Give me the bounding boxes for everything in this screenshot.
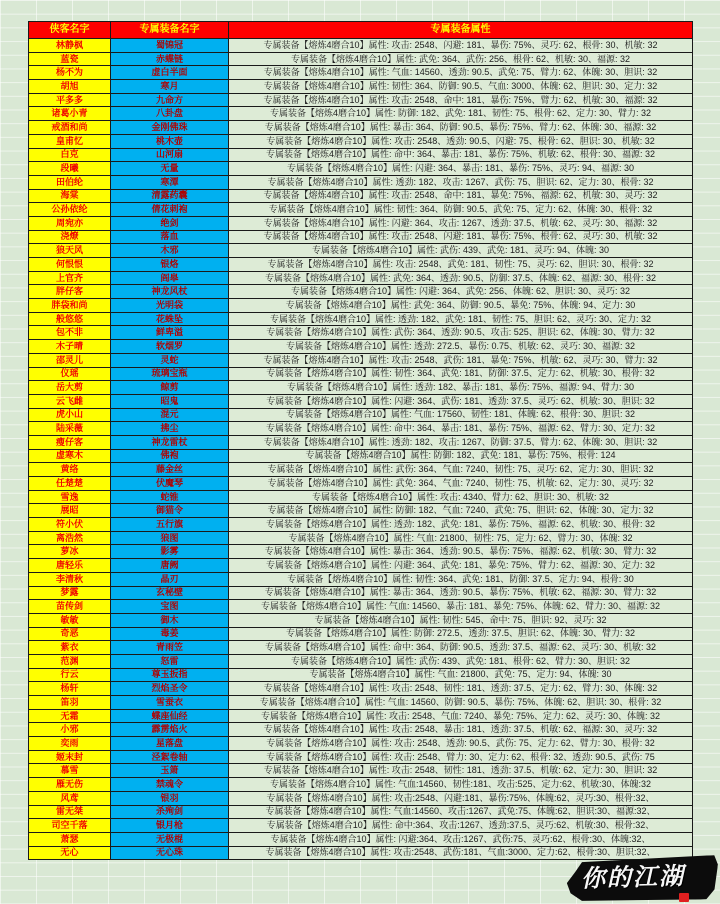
table-row [29, 107, 693, 121]
equip-attrs-cell[interactable]: 专属装备【熔炼4磨合10】属性: 攻击: 2548、韧性: 181、透劲: 37.5、机敏: 62、定力: 30、胆识: 32 [229, 764, 693, 778]
equip-name-cell[interactable]: 青雨笠 [111, 641, 229, 655]
table-row [29, 271, 693, 285]
hero-name-cell[interactable]: 木子晴 [29, 340, 111, 354]
table-row [29, 134, 693, 148]
table-row [29, 819, 693, 833]
equip-attrs-cell[interactable]: 专属装备【熔炼4磨合10】属性: 气血: 21800、韧性: 75、定力: 62、臂力: 30、体魄: 32 [229, 531, 693, 545]
equip-attrs-cell[interactable]: 专属装备【熔炼4磨合10】属性: 气血: 14560、暴击: 181、暴免: 75%、体魄: 62、臂力: 30、福源: 32 [229, 600, 693, 614]
equip-name-cell[interactable]: 九命方 [111, 93, 229, 107]
hero-name-cell[interactable]: 邵灵儿 [29, 353, 111, 367]
equip-name-cell[interactable]: 泾絮卷轴 [111, 750, 229, 764]
equip-attrs-cell[interactable]: 专属装备【熔炼4磨合10】属性: 气血:14560、攻击:1267、武免:75、体魄:62、胆识:30、福源:32、 [229, 805, 693, 819]
equip-name-cell[interactable]: 星落盘 [111, 737, 229, 751]
equip-name-cell[interactable]: 银月枪 [111, 819, 229, 833]
equip-name-cell[interactable]: 玉箫 [111, 764, 229, 778]
hero-name-cell[interactable]: 胡旭 [29, 80, 111, 94]
hero-name-cell[interactable]: 苗传剑 [29, 600, 111, 614]
hero-name-cell[interactable]: 云飞雌 [29, 394, 111, 408]
equip-attrs-cell[interactable]: 专属装备【熔炼4磨合10】属性: 武伤: 364、气血: 7240、韧性: 75、灵巧: 62、定力: 30、胆识: 32 [229, 463, 693, 477]
table-row [29, 723, 693, 737]
equip-attrs-cell[interactable]: 专属装备【熔炼4磨合10】属性: 攻击: 2548、臂力: 30、定力: 62、根骨: 32、透劲: 90.5、武伤: 75 [229, 750, 693, 764]
equip-attrs-cell[interactable]: 专属装备【熔炼4磨合10】属性: 透劲: 182、武免: 181、暴伤: 75%、福源: 62、机敏: 30、根骨: 32 [229, 518, 693, 532]
equip-attrs-cell[interactable]: 专属装备【熔炼4磨合10】属性: 武伤: 364、透劲: 90.5、攻击: 525、胆识: 62、体魄: 30、臂力: 32 [229, 326, 693, 340]
table-row [29, 299, 693, 313]
equip-attrs-cell[interactable]: 专属装备【熔炼4磨合10】属性: 攻击: 4340、臂力: 62、胆识: 30、机敏: 32 [229, 490, 693, 504]
equip-name-cell[interactable]: 玄秘壁 [111, 586, 229, 600]
header-equip-name[interactable]: 专属装备名字 [111, 22, 229, 39]
equip-name-cell[interactable]: 狼图 [111, 531, 229, 545]
equip-name-cell[interactable]: 阎皋 [111, 271, 229, 285]
equip-attrs-cell[interactable]: 专属装备【熔炼4磨合10】属性: 韧性: 545、命中: 75、胆识: 92、灵巧: 32 [229, 613, 693, 627]
equip-attrs-cell[interactable]: 专属装备【熔炼4磨合10】属性: 武伤: 439、武免: 181、根骨: 62、臂力: 30、胆识: 32 [229, 654, 693, 668]
hero-equipment-table [28, 21, 693, 860]
hero-name-cell[interactable]: 萝冰 [29, 545, 111, 559]
table-row [29, 340, 693, 354]
table-row [29, 559, 693, 573]
table-row [29, 394, 693, 408]
hero-name-cell[interactable]: 杨不为 [29, 66, 111, 80]
equip-name-cell[interactable]: 宝图 [111, 600, 229, 614]
table-row [29, 477, 693, 491]
table-row [29, 367, 693, 381]
equip-name-cell[interactable]: 尊玉扳指 [111, 668, 229, 682]
equip-name-cell[interactable]: 琉璃宝瓶 [111, 367, 229, 381]
table-row [29, 463, 693, 477]
hero-name-cell[interactable]: 胖仔客 [29, 285, 111, 299]
hero-name-cell[interactable]: 段曦 [29, 162, 111, 176]
hero-name-cell[interactable]: 海棠 [29, 189, 111, 203]
equip-attrs-cell[interactable]: 专属装备【熔炼4磨合10】属性: 气血:14560、韧性:181、攻击:525、定力:62、机敏:30、体魄:32 [229, 778, 693, 792]
table-row [29, 641, 693, 655]
equip-name-cell[interactable]: 软烟罗 [111, 340, 229, 354]
equip-attrs-cell[interactable]: 专属装备【熔炼4磨合10】属性: 命中: 364、暴击: 181、暴伤: 75%、福源: 62、臂力: 30、定力: 32 [229, 422, 693, 436]
equip-name-cell[interactable]: 山河扇 [111, 148, 229, 162]
table-row [29, 66, 693, 80]
table-row [29, 613, 693, 627]
equip-name-cell[interactable]: 霹雳焰火 [111, 723, 229, 737]
equip-attrs-cell[interactable]: 专属装备【熔炼4磨合10】属性: 韧性: 364、武免: 181、防御: 37.5、定力: 94、根骨: 30 [229, 572, 693, 586]
table-row [29, 258, 693, 272]
hero-name-cell[interactable]: 上官齐 [29, 271, 111, 285]
equip-attrs-cell[interactable]: 专属装备【熔炼4磨合10】属性: 暴击: 364、防御: 90.5、暴伤: 75%、臂力: 62、体魄: 30、福源: 32 [229, 121, 693, 135]
equip-attrs-cell[interactable]: 专属装备【熔炼4磨合10】属性: 闪避: 364、武免: 181、暴免: 75%、臂力: 62、福源: 30、定力: 32 [229, 559, 693, 573]
table-row [29, 668, 693, 682]
table-row [29, 312, 693, 326]
equip-name-cell[interactable]: 杀殉剑 [111, 805, 229, 819]
hero-name-cell[interactable]: 虚寒木 [29, 449, 111, 463]
table-row [29, 791, 693, 805]
hero-name-cell[interactable]: 黄络 [29, 463, 111, 477]
equip-attrs-cell[interactable]: 专属装备【熔炼4磨合10】属性: 透劲: 182、攻击: 1267、武伤: 75、胆识: 62、定力: 30、根骨: 32 [229, 175, 693, 189]
logo-title: 你的江湖 [580, 862, 686, 893]
table-row [29, 737, 693, 751]
equip-attrs-cell[interactable]: 专属装备【熔炼4磨合10】属性: 武免: 364、气血: 7240、韧性: 75、机敏: 62、定力: 30、灵巧: 32 [229, 477, 693, 491]
table-row [29, 39, 693, 53]
hero-name-cell[interactable]: 陆采薇 [29, 422, 111, 436]
hero-name-cell[interactable]: 奕雨 [29, 737, 111, 751]
table-row [29, 490, 693, 504]
table-header-row [29, 22, 693, 39]
table-row [29, 175, 693, 189]
header-hero-name[interactable]: 侠客名字 [29, 22, 111, 39]
equip-name-cell[interactable]: 拂尘 [111, 422, 229, 436]
table-row [29, 381, 693, 395]
table-row [29, 654, 693, 668]
equip-attrs-cell[interactable]: 专属装备【熔炼4磨合10】属性: 武伤: 439、武免: 181、灵巧: 94、体魄: 30 [229, 244, 693, 258]
equip-name-cell[interactable]: 灵蛇 [111, 353, 229, 367]
equip-attrs-cell[interactable]: 专属装备【熔炼4磨合10】属性: 闪避: 364、攻击: 1267、透劲: 37.5、机敏: 62、灵巧: 30、福源: 32 [229, 216, 693, 230]
hero-name-cell[interactable]: 平多多 [29, 93, 111, 107]
hero-name-cell[interactable]: 田伯纶 [29, 175, 111, 189]
equip-attrs-cell[interactable]: 专属装备【熔炼4磨合10】属性: 闪避: 364、暴击: 181、暴伤: 75%、灵巧: 94、福源: 30 [229, 162, 693, 176]
equip-name-cell[interactable]: 蛇锥 [111, 490, 229, 504]
hero-name-cell[interactable]: 岳大剪 [29, 381, 111, 395]
table-row [29, 285, 693, 299]
equip-name-cell[interactable]: 赤蝶链 [111, 52, 229, 66]
hero-name-cell[interactable]: 蓝瓷 [29, 52, 111, 66]
table-row [29, 504, 693, 518]
equip-attrs-cell[interactable]: 专属装备【熔炼4磨合10】属性: 韧性: 364、防御: 90.5、武免: 75、定力: 62、体魄: 30、根骨: 32 [229, 203, 693, 217]
equip-name-cell[interactable]: 御木 [111, 613, 229, 627]
equip-name-cell[interactable]: 毒姜 [111, 627, 229, 641]
game-logo [567, 857, 717, 901]
hero-name-cell[interactable]: 敏敏 [29, 613, 111, 627]
hero-name-cell[interactable]: 诸葛小青 [29, 107, 111, 121]
equip-table-body [29, 39, 693, 860]
table-row [29, 148, 693, 162]
hero-name-cell[interactable]: 小邪 [29, 723, 111, 737]
table-row [29, 408, 693, 422]
equip-name-cell[interactable]: 无量 [111, 162, 229, 176]
table-row [29, 531, 693, 545]
equip-attrs-cell[interactable]: 专属装备【熔炼4磨合10】属性: 攻击: 2548、气血: 7240、暴免: 75%、定力: 62、灵巧: 30、体魄: 32 [229, 709, 693, 723]
hero-name-cell[interactable]: 周宛亦 [29, 216, 111, 230]
header-equip-attrs[interactable]: 专属装备属性 [229, 22, 693, 39]
hero-name-cell[interactable]: 任楚楚 [29, 477, 111, 491]
equip-attrs-cell[interactable]: 专属装备【熔炼4磨合10】属性: 攻击: 2548、命中: 181、暴伤: 75%、臂力: 62、机敏: 30、福源: 32 [229, 93, 693, 107]
equip-attrs-cell[interactable]: 专属装备【熔炼4磨合10】属性: 气血: 14560、防御: 90.5、暴伤: 75%、体魄: 62、胆识: 30、根骨: 32 [229, 696, 693, 710]
equip-attrs-cell[interactable]: 专属装备【熔炼4磨合10】属性: 气血: 14560、透劲: 90.5、武免: 75、臂力: 62、体魄: 30、胆识: 32 [229, 66, 693, 80]
hero-name-cell[interactable]: 林静枫 [29, 39, 111, 53]
equip-name-cell[interactable]: 蜀锦冠 [111, 39, 229, 53]
equip-name-cell[interactable]: 神龙雷杖 [111, 435, 229, 449]
equip-attrs-cell[interactable]: 专属装备【熔炼4磨合10】属性: 命中:364、攻击:1267、透劲:37.5、灵巧:62、机敏:30、根骨:32、 [229, 819, 693, 833]
equip-attrs-cell[interactable]: 专属装备【熔炼4磨合10】属性: 攻击: 2548、武伤: 181、暴免: 75%、机敏: 62、灵巧: 30、臂力: 32 [229, 353, 693, 367]
table-row [29, 572, 693, 586]
equip-attrs-cell[interactable]: 专属装备【熔炼4磨合10】属性: 攻击: 2548、透劲: 90.5、闪避: 75、根骨: 62、胆识: 30、机敏: 32 [229, 134, 693, 148]
hero-name-cell[interactable]: 戒酒和尚 [29, 121, 111, 135]
equip-attrs-cell[interactable]: 专属装备【熔炼4磨合10】属性: 闪避: 364、武免: 256、体魄: 62、胆识: 30、灵巧: 32 [229, 285, 693, 299]
equip-attrs-cell[interactable]: 专属装备【熔炼4磨合10】属性: 武免: 364、武伤: 256、根骨: 62、机敏: 30、福源: 32 [229, 52, 693, 66]
equip-name-cell[interactable]: 金刚佛珠 [111, 121, 229, 135]
equip-name-cell[interactable]: 禁魂令 [111, 778, 229, 792]
table-row [29, 216, 693, 230]
equip-name-cell[interactable]: 八卦盘 [111, 107, 229, 121]
table-row [29, 353, 693, 367]
equip-name-cell[interactable]: 昭鬼 [111, 394, 229, 408]
equip-name-cell[interactable]: 倩花刺袍 [111, 203, 229, 217]
equip-attrs-cell[interactable]: 专属装备【熔炼4磨合10】属性: 闪避:364、攻击:1267、武伤:75、灵巧:62、根骨:30、体魄:32、 [229, 832, 693, 846]
hero-name-cell[interactable]: 雷无桀 [29, 805, 111, 819]
table-row [29, 435, 693, 449]
hero-name-cell[interactable]: 虎小山 [29, 408, 111, 422]
hero-name-cell[interactable]: 李清秋 [29, 572, 111, 586]
hero-name-cell[interactable]: 杨轩 [29, 682, 111, 696]
table-row [29, 189, 693, 203]
hero-name-cell[interactable]: 慕雪 [29, 764, 111, 778]
equip-name-cell[interactable]: 无心珠 [111, 846, 229, 860]
hero-name-cell[interactable]: 展昭 [29, 504, 111, 518]
equip-attrs-cell[interactable]: 专属装备【熔炼4磨合10】属性: 命中: 364、防御: 90.5、透劲: 37.5、福源: 62、灵巧: 30、机敏: 32 [229, 641, 693, 655]
equip-name-cell[interactable]: 桃木壶 [111, 134, 229, 148]
hero-name-cell[interactable]: 行云 [29, 668, 111, 682]
table-row [29, 750, 693, 764]
equip-attrs-cell[interactable]: 专属装备【熔炼4磨合10】属性: 暴击: 364、透劲: 90.5、暴伤: 75%、福源: 62、机敏: 30、臂力: 32 [229, 545, 693, 559]
equip-name-cell[interactable]: 唐阙 [111, 559, 229, 573]
equip-attrs-cell[interactable]: 专属装备【熔炼4磨合10】属性: 攻击:2548、武伤:181、气血:3000、定力:62、根骨:30、胆识:32、 [229, 846, 693, 860]
hero-name-cell[interactable]: 皇甫忆 [29, 134, 111, 148]
table-row [29, 162, 693, 176]
equip-attrs-cell[interactable]: 专属装备【熔炼4磨合10】属性: 防御: 182、武免: 181、韧性: 75、根骨: 62、定力: 30、臂力: 32 [229, 107, 693, 121]
equip-attrs-cell[interactable]: 专属装备【熔炼4磨合10】属性: 透劲: 182、暴击: 181、暴伤: 75%、福源: 94、臂力: 30 [229, 381, 693, 395]
equip-name-cell[interactable]: 佛袍 [111, 449, 229, 463]
hero-name-cell[interactable]: 无心 [29, 846, 111, 860]
hero-name-cell[interactable]: 萧瑟 [29, 832, 111, 846]
hero-name-cell[interactable]: 奇恶 [29, 627, 111, 641]
equip-name-cell[interactable]: 光明袋 [111, 299, 229, 313]
hero-name-cell[interactable]: 胖袋和尚 [29, 299, 111, 313]
equip-name-cell[interactable]: 无极棍 [111, 832, 229, 846]
equip-attrs-cell[interactable]: 专属装备【熔炼4磨合10】属性: 透劲: 272.5、暴伤: 0.75、机敏: 62、灵巧: 30、福源: 32 [229, 340, 693, 354]
table-row [29, 230, 693, 244]
equip-attrs-cell[interactable]: 专属装备【熔炼4磨合10】属性: 气血: 17560、韧性: 181、体魄: 62、根骨: 30、胆识: 32 [229, 408, 693, 422]
table-row [29, 832, 693, 846]
table-row [29, 52, 693, 66]
equip-name-cell[interactable]: 清露药囊 [111, 189, 229, 203]
table-row [29, 696, 693, 710]
equip-attrs-cell[interactable]: 专属装备【熔炼4磨合10】属性: 暴击: 364、透劲: 90.5、暴伤: 75%、机敏: 62、福源: 30、臂力: 32 [229, 586, 693, 600]
table-row [29, 326, 693, 340]
equip-name-cell[interactable]: 寒月 [111, 80, 229, 94]
equip-attrs-cell[interactable]: 专属装备【熔炼4磨合10】属性: 透劲: 182、攻击: 1267、防御: 37.5、臂力: 62、体魄: 30、胆识: 32 [229, 435, 693, 449]
equip-attrs-cell[interactable]: 专属装备【熔炼4磨合10】属性: 武免: 364、透劲: 90.5、防御: 37.5、体魄: 62、福源: 30、根骨: 32 [229, 271, 693, 285]
hero-name-cell[interactable]: 瘦仔客 [29, 435, 111, 449]
equip-name-cell[interactable]: 鲸剪 [111, 381, 229, 395]
hero-name-cell[interactable]: 无霜 [29, 709, 111, 723]
equip-attrs-cell[interactable]: 专属装备【熔炼4磨合10】属性: 武免: 364、防御: 90.5、暴免: 75%、体魄: 94、定力: 30 [229, 299, 693, 313]
hero-name-cell[interactable]: 白克 [29, 148, 111, 162]
equip-attrs-cell[interactable]: 专属装备【熔炼4磨合10】属性: 防御: 182、气血: 7240、武免: 75、胆识: 62、体魄: 30、定力: 32 [229, 504, 693, 518]
equip-attrs-cell[interactable]: 专属装备【熔炼4磨合10】属性: 气血: 21800、武免: 75、定力: 94、体魄: 30 [229, 668, 693, 682]
equip-name-cell[interactable]: 蝶座仙经 [111, 709, 229, 723]
hero-name-cell[interactable]: 离浩然 [29, 531, 111, 545]
equip-name-cell[interactable]: 混元 [111, 408, 229, 422]
hero-name-cell[interactable]: 梦露 [29, 586, 111, 600]
equip-attrs-cell[interactable]: 专属装备【熔炼4磨合10】属性: 攻击: 2548、闪避: 181、暴伤: 75%、根骨: 62、灵巧: 30、机敏: 32 [229, 230, 693, 244]
equip-name-cell[interactable]: 影雾 [111, 545, 229, 559]
table-row [29, 586, 693, 600]
hero-name-cell[interactable]: 风鸢 [29, 791, 111, 805]
equip-attrs-cell[interactable]: 专属装备【熔炼4磨合10】属性: 闪避: 364、武伤: 181、透劲: 37.5、灵巧: 62、机敏: 30、胆识: 32 [229, 394, 693, 408]
equip-name-cell[interactable]: 绝剑 [111, 216, 229, 230]
equip-attrs-cell[interactable]: 专属装备【熔炼4磨合10】属性: 韧性: 364、防御: 90.5、气血: 3000、体魄: 62、胆识: 30、定力: 32 [229, 80, 693, 94]
equip-attrs-cell[interactable]: 专属装备【熔炼4磨合10】属性: 攻击: 2548、命中: 181、暴免: 75%、福源: 62、机敏: 30、灵巧: 32 [229, 189, 693, 203]
hero-name-cell[interactable]: 包不非 [29, 326, 111, 340]
equip-attrs-cell[interactable]: 专属装备【熔炼4磨合10】属性: 防御: 182、武免: 181、暴伤: 75%、根骨: 124 [229, 449, 693, 463]
hero-name-cell[interactable]: 范渊 [29, 654, 111, 668]
table-row [29, 545, 693, 559]
equip-attrs-cell[interactable]: 专属装备【熔炼4磨合10】属性: 攻击:2548、闪避:181、暴伤:75%、体魄:62、灵巧:30、根骨:32、 [229, 791, 693, 805]
equip-name-cell[interactable]: 五行旗 [111, 518, 229, 532]
logo-seal-icon [679, 893, 689, 902]
equip-attrs-cell[interactable]: 专属装备【熔炼4磨合10】属性: 命中: 364、暴击: 181、暴伤: 75%、机敏: 62、根骨: 30、福源: 32 [229, 148, 693, 162]
hero-name-cell[interactable]: 仪瑶 [29, 367, 111, 381]
equip-name-cell[interactable]: 木邪 [111, 244, 229, 258]
equip-attrs-cell[interactable]: 专属装备【熔炼4磨合10】属性: 透劲: 182、武免: 181、韧性: 75、胆识: 62、灵巧: 30、定力: 32 [229, 312, 693, 326]
equip-name-cell[interactable]: 伏魔琴 [111, 477, 229, 491]
hero-name-cell[interactable]: 姬末封 [29, 750, 111, 764]
equip-name-cell[interactable]: 烈焰圣令 [111, 682, 229, 696]
hero-name-cell[interactable]: 雁无伤 [29, 778, 111, 792]
equip-attrs-cell[interactable]: 专属装备【熔炼4磨合10】属性: 攻击: 2548、透劲: 90.5、武伤: 75、定力: 62、臂力: 30、根骨: 32 [229, 737, 693, 751]
table-row [29, 518, 693, 532]
table-row [29, 600, 693, 614]
hero-name-cell[interactable]: 符小伏 [29, 518, 111, 532]
hero-name-cell[interactable]: 狼天风 [29, 244, 111, 258]
equip-name-cell[interactable]: 怒雷 [111, 654, 229, 668]
hero-name-cell[interactable]: 何恨恨 [29, 258, 111, 272]
table-row [29, 449, 693, 463]
equip-name-cell[interactable]: 神龙风杖 [111, 285, 229, 299]
hero-name-cell[interactable]: 司空千落 [29, 819, 111, 833]
hero-name-cell[interactable]: 笛羽 [29, 696, 111, 710]
hero-name-cell[interactable]: 公孙依纶 [29, 203, 111, 217]
equip-name-cell[interactable]: 晶刃 [111, 572, 229, 586]
equip-name-cell[interactable]: 鲜卑溢 [111, 326, 229, 340]
table-row [29, 244, 693, 258]
hero-name-cell[interactable]: 般悠悠 [29, 312, 111, 326]
equip-name-cell[interactable]: 银羽 [111, 791, 229, 805]
equip-name-cell[interactable]: 虚白半面 [111, 66, 229, 80]
table-row [29, 93, 693, 107]
hero-name-cell[interactable]: 唐轻乐 [29, 559, 111, 573]
equip-attrs-cell[interactable]: 专属装备【熔炼4磨合10】属性: 攻击: 2548、闪避: 181、暴伤: 75%、灵巧: 62、根骨: 30、机敏: 32 [229, 39, 693, 53]
hero-name-cell[interactable]: 雪逸 [29, 490, 111, 504]
equip-attrs-cell[interactable]: 专属装备【熔炼4磨合10】属性: 攻击: 2548、韧性: 181、透劲: 37.5、定力: 62、臂力: 30、体魄: 32 [229, 682, 693, 696]
equip-name-cell[interactable]: 雪蚕衣 [111, 696, 229, 710]
equip-name-cell[interactable]: 藤金丝 [111, 463, 229, 477]
hero-name-cell[interactable]: 紫衣 [29, 641, 111, 655]
table-row [29, 805, 693, 819]
table-row [29, 422, 693, 436]
equip-name-cell[interactable]: 银烙 [111, 258, 229, 272]
equip-name-cell[interactable]: 御猫令 [111, 504, 229, 518]
equip-name-cell[interactable]: 花蛛坠 [111, 312, 229, 326]
table-row [29, 764, 693, 778]
equip-attrs-cell[interactable]: 专属装备【熔炼4磨合10】属性: 攻击: 2548、武免: 181、韧性: 75、灵巧: 62、胆识: 30、根骨: 32 [229, 258, 693, 272]
hero-name-cell[interactable]: 浇燎 [29, 230, 111, 244]
equip-attrs-cell[interactable]: 专属装备【熔炼4磨合10】属性: 防御: 272.5、透劲: 37.5、胆识: 62、体魄: 30、臂力: 32 [229, 627, 693, 641]
equip-attrs-cell[interactable]: 专属装备【熔炼4磨合10】属性: 攻击: 2548、暴击: 181、透劲: 37.5、机敏: 62、福源: 30、灵巧: 32 [229, 723, 693, 737]
table-row [29, 778, 693, 792]
table-row [29, 80, 693, 94]
equip-name-cell[interactable]: 落血 [111, 230, 229, 244]
equip-attrs-cell[interactable]: 专属装备【熔炼4磨合10】属性: 韧性: 364、武免: 181、防御: 37.5、定力: 62、机敏: 30、根骨: 32 [229, 367, 693, 381]
table-row [29, 709, 693, 723]
table-row [29, 627, 693, 641]
table-row [29, 682, 693, 696]
table-row [29, 203, 693, 217]
equip-name-cell[interactable]: 寒潭 [111, 175, 229, 189]
table-row [29, 121, 693, 135]
